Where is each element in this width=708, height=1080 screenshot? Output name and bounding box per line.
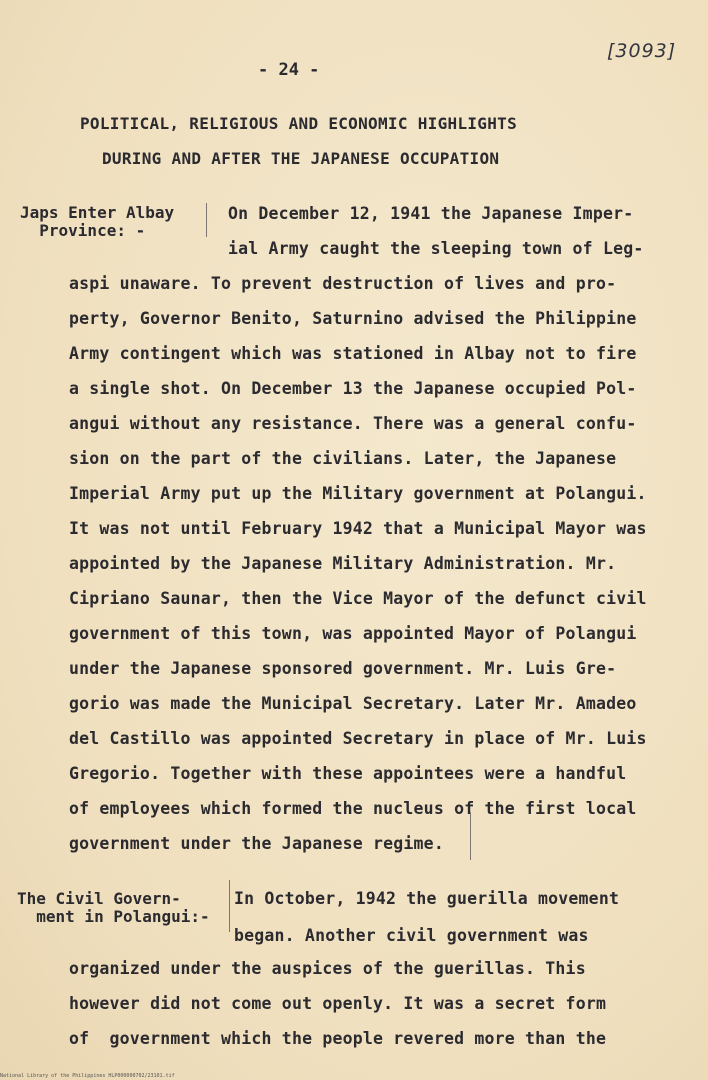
heading-line-2: DURING AND AFTER THE JAPANESE OCCUPATION: [102, 149, 500, 168]
paragraph-line: government of this town, was appointed Mayor of Polangui: [69, 624, 637, 643]
paragraph-line: a single shot. On December 13 the Japanese occupied Pol-: [69, 379, 637, 398]
side-title-line: ment in Polangui:-: [17, 907, 210, 926]
paragraph-line: perty, Governor Benito, Saturnino advised the Philippine: [69, 309, 637, 328]
page-number: - 24 -: [258, 60, 320, 80]
paragraph-line: organized under the auspices of the guerillas. This: [69, 959, 586, 978]
side-title-line: Japs Enter Albay: [20, 203, 175, 222]
paragraph-line: On December 12, 1941 the Japanese Imper-: [228, 204, 634, 223]
paragraph-line: In October, 1942 the guerilla movement: [234, 889, 620, 908]
paragraph-line: Cipriano Saunar, then the Vice Mayor of the defunct civil: [69, 589, 647, 608]
paragraph-line: gorio was made the Municipal Secretary. Later Mr. Amadeo: [69, 694, 637, 713]
heading-line-1: POLITICAL, RELIGIOUS AND ECONOMIC HIGHLIGHTS: [80, 114, 518, 133]
document-reference-stamp: [3093]: [607, 40, 677, 62]
paragraph-line: angui without any resistance. There was a general confu-: [69, 414, 637, 433]
side-title-civil-government: [17, 890, 210, 926]
paragraph-line: Imperial Army put up the Military government at Polangui.: [69, 484, 647, 503]
paragraph-line: aspi unaware. To prevent destruction of lives and pro-: [69, 274, 617, 293]
margin-bracket: [470, 812, 471, 860]
margin-bracket: [229, 880, 230, 932]
side-title-line: Province: -: [20, 221, 146, 240]
paragraph-line: under the Japanese sponsored government. Mr. Luis Gre-: [69, 659, 617, 678]
paragraph-line: ial Army caught the sleeping town of Leg-: [228, 239, 644, 258]
paragraph-line: It was not until February 1942 that a Municipal Mayor was: [69, 519, 647, 538]
paragraph-line: Army contingent which was stationed in Albay not to fire: [69, 344, 637, 363]
side-title-line: The Civil Govern-: [17, 889, 181, 908]
paragraph-line: however did not come out openly. It was a secret form: [69, 994, 607, 1013]
side-title-japs-enter-albay: [20, 204, 174, 240]
paragraph-line: del Castillo was appointed Secretary in place of Mr. Luis: [69, 729, 647, 748]
margin-bracket: [206, 203, 207, 237]
paragraph-line: sion on the part of the civilians. Later, the Japanese: [69, 449, 617, 468]
paragraph-line: appointed by the Japanese Military Administration. Mr.: [69, 554, 617, 573]
paragraph-line: of government which the people revered more than the: [69, 1029, 607, 1048]
archive-footer: National Library of the Philippines HLP000000702/23101.tif: [0, 1073, 175, 1079]
paragraph-line: Gregorio. Together with these appointees were a handful: [69, 764, 627, 783]
paragraph-line: government under the Japanese regime.: [69, 834, 444, 853]
paragraph-line: of employees which formed the nucleus of the first local: [69, 799, 637, 818]
paragraph-line: began. Another civil government was: [234, 926, 589, 945]
